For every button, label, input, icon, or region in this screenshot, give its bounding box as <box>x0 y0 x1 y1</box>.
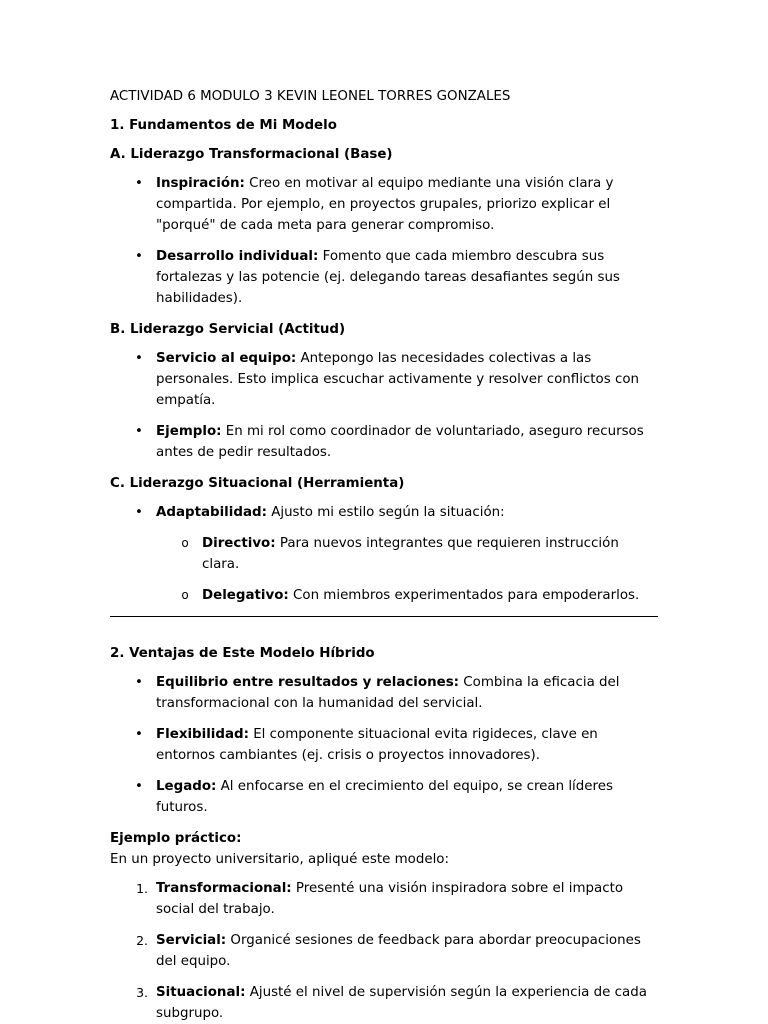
sub-list-item <box>110 533 658 575</box>
item-text: Fomento que cada miembro descubra sus fortalezas y las potencie (ej. delegando tareas desafiantes según sus habilidades). <box>156 249 620 306</box>
document-header: ACTIVIDAD 6 MODULO 3 KEVIN LEONEL TORRES GONZALES <box>110 89 511 104</box>
numbered-item <box>110 878 658 920</box>
list-item <box>110 672 658 714</box>
item-lead: Ejemplo: <box>156 424 222 439</box>
example-title: Ejemplo práctico: <box>110 831 242 846</box>
section-1c-title: C. Liderazgo Situacional (Herramienta) <box>110 476 405 491</box>
item-lead: Servicio al equipo: <box>156 351 297 366</box>
horizontal-rule <box>110 616 658 617</box>
item-text: Creo en motivar al equipo mediante una visión clara y compartida. Por ejemplo, en proyectos grupales, priorizo explicar el "porqué" de cada meta para generar compromiso. <box>156 176 614 233</box>
section-1-title: 1. Fundamentos de Mi Modelo <box>110 118 337 133</box>
bullet-marker: • <box>135 351 143 366</box>
item-text: Al enfocarse en el crecimiento del equipo, se crean líderes futuros. <box>156 779 613 815</box>
section-1b-list <box>110 348 658 463</box>
bullet-marker: • <box>135 779 143 794</box>
item-lead: Transformacional: <box>156 881 292 896</box>
list-item <box>110 246 658 309</box>
item-text: Ajusto mi estilo según la situación: <box>266 505 505 520</box>
bullet-marker: • <box>135 505 143 520</box>
item-text: Ajusté el nivel de supervisión según la experiencia de cada subgrupo. <box>156 985 647 1021</box>
bullet-marker: • <box>135 424 143 439</box>
item-text: Para nuevos integrantes que requieren instrucción clara. <box>202 536 619 572</box>
bullet-marker: • <box>135 727 143 742</box>
item-text: Presenté una visión inspiradora sobre el impacto social del trabajo. <box>156 881 624 917</box>
item-lead: Inspiración: <box>156 176 245 191</box>
item-lead: Directivo: <box>202 536 276 551</box>
item-lead: Servicial: <box>156 933 227 948</box>
item-text: Con miembros experimentados para empoderarlos. <box>288 588 640 603</box>
bullet-marker: • <box>135 176 143 191</box>
section-1a-title: A. Liderazgo Transformacional (Base) <box>110 147 393 162</box>
item-lead: Situacional: <box>156 985 246 1000</box>
sub-bullet-marker: o <box>181 536 189 550</box>
sub-list-item <box>110 585 658 606</box>
item-lead: Adaptabilidad: <box>156 505 267 520</box>
number-marker: 1. <box>136 881 148 896</box>
item-text: Antepongo las necesidades colectivas a las personales. Esto implica escuchar activamente y resolver conflictos con empatía. <box>156 351 640 408</box>
list-item <box>110 502 658 523</box>
list-item <box>110 776 658 818</box>
numbered-item <box>110 930 658 972</box>
item-text: Combina la eficacia del transformacional con la humanidad del servicial. <box>156 675 620 711</box>
list-item <box>110 421 658 463</box>
list-item <box>110 173 658 236</box>
item-text: El componente situacional evita rigideces, clave en entornos cambiantes (ej. crisis o proyectos innovadores). <box>156 727 598 763</box>
item-text: En mi rol como coordinador de voluntariado, aseguro recursos antes de pedir resultados. <box>156 424 644 460</box>
item-lead: Flexibilidad: <box>156 727 249 742</box>
item-text: Organicé sesiones de feedback para abordar preocupaciones del equipo. <box>156 933 641 969</box>
number-marker: 2. <box>136 933 148 948</box>
number-marker: 3. <box>136 985 148 1000</box>
section-1b-title: B. Liderazgo Servicial (Actitud) <box>110 322 346 337</box>
item-lead: Legado: <box>156 779 217 794</box>
item-lead: Desarrollo individual: <box>156 249 319 264</box>
numbered-item <box>110 982 658 1024</box>
item-lead: Equilibrio entre resultados y relaciones: <box>156 675 460 690</box>
bullet-marker: • <box>135 675 143 690</box>
section-1a-list <box>110 173 658 309</box>
example-list <box>110 878 658 1024</box>
item-lead: Delegativo: <box>202 588 289 603</box>
list-item <box>110 348 658 411</box>
list-item <box>110 724 658 766</box>
example-intro: En un proyecto universitario, apliqué este modelo: <box>110 852 449 867</box>
bullet-marker: • <box>135 249 143 264</box>
sub-bullet-marker: o <box>181 588 189 602</box>
section-2-list <box>110 672 658 818</box>
section-2-title: 2. Ventajas de Este Modelo Híbrido <box>110 646 375 661</box>
section-1c-list <box>110 502 658 606</box>
